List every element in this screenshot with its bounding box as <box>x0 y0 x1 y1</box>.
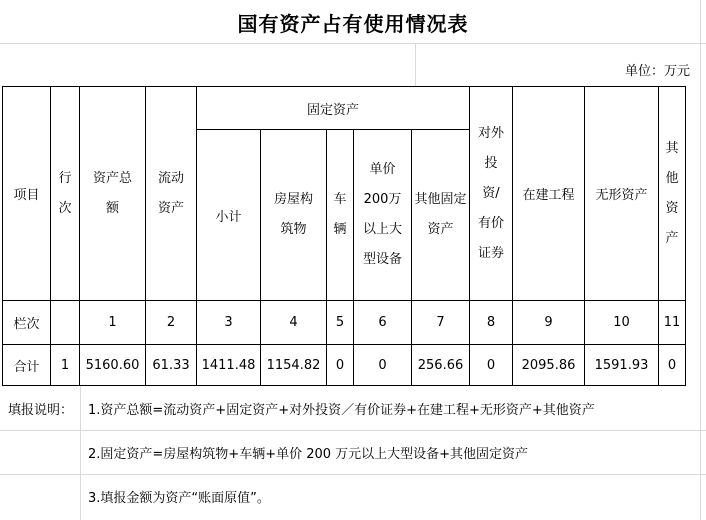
unit-label: 单位：万元 <box>624 64 690 79</box>
total-cell: 0 <box>327 345 354 386</box>
header-vehicles <box>327 130 354 301</box>
notes-label: 填报说明： <box>8 402 74 418</box>
header-other-assets <box>659 87 686 301</box>
header-intangible: 无形资产 <box>585 87 659 301</box>
total-cell: 0 <box>470 345 513 386</box>
header-construction: 在建工程 <box>513 87 585 301</box>
header-large-equipment-text: 单价200万以上大型设备 <box>362 162 402 267</box>
header-current-assets <box>146 87 197 301</box>
colno-cell: 11 <box>659 301 686 345</box>
note-item: 1.资产总额=流动资产+固定资产+对外投资／有价证券+在建工程+无形资产+其他资产 <box>88 402 595 418</box>
colno-cell: 8 <box>470 301 513 345</box>
total-cell: 1591.93 <box>585 345 659 386</box>
header-investment <box>470 87 513 301</box>
header-other-fixed-text: 其他固定资产 <box>414 192 467 237</box>
header-current-assets-text: 流动资产 <box>157 170 184 216</box>
total-cell: 61.33 <box>146 345 197 386</box>
total-label: 合计 <box>3 345 51 386</box>
total-cell: 5160.60 <box>80 345 146 386</box>
header-fixed-assets: 固定资产 <box>197 87 470 130</box>
colno-row-no <box>51 301 80 345</box>
header-buildings <box>261 130 327 301</box>
total-cell: 0 <box>659 345 686 386</box>
note-row <box>0 430 706 474</box>
colno-cell: 2 <box>146 301 197 345</box>
total-cell: 256.66 <box>412 345 470 386</box>
header-total-assets-text: 资产总额 <box>92 170 132 216</box>
colno-cell: 1 <box>80 301 146 345</box>
note-row <box>0 474 706 518</box>
colno-label: 栏次 <box>3 301 51 345</box>
header-vehicles-text: 车辆 <box>333 192 347 237</box>
header-subtotal: 小计 <box>197 130 261 301</box>
gridline <box>415 44 416 86</box>
total-cell: 1154.82 <box>261 345 327 386</box>
header-other-fixed <box>412 130 470 301</box>
note-row <box>0 386 706 430</box>
page-title: 国有资产占有使用情况表 <box>237 11 469 36</box>
note-item: 3.填报金额为资产“账面原值”。 <box>88 490 270 506</box>
colno-cell: 6 <box>354 301 412 345</box>
colno-cell: 3 <box>197 301 261 345</box>
colno-cell: 9 <box>513 301 585 345</box>
colno-cell: 7 <box>412 301 470 345</box>
header-other-assets-text: 其他资产 <box>665 140 679 246</box>
asset-table <box>2 86 686 386</box>
colno-cell: 10 <box>585 301 659 345</box>
note-item: 2.固定资产=房屋构筑物+车辆+单价 200 万元以上大型设备+其他固定资产 <box>88 446 529 462</box>
header-item: 项目 <box>3 87 51 301</box>
header-row-no <box>51 87 80 301</box>
total-cell: 2095.86 <box>513 345 585 386</box>
header-large-equipment <box>354 130 412 301</box>
header-total-assets <box>80 87 146 301</box>
colno-cell: 4 <box>261 301 327 345</box>
header-investment-text: 对外投资/有价证券 <box>477 125 504 261</box>
total-cell: 0 <box>354 345 412 386</box>
colno-cell: 5 <box>327 301 354 345</box>
header-row-no-text: 行次 <box>58 170 72 216</box>
header-buildings-text: 房屋构筑物 <box>273 192 313 237</box>
total-cell: 1411.48 <box>197 345 261 386</box>
total-row-no: 1 <box>51 345 80 386</box>
